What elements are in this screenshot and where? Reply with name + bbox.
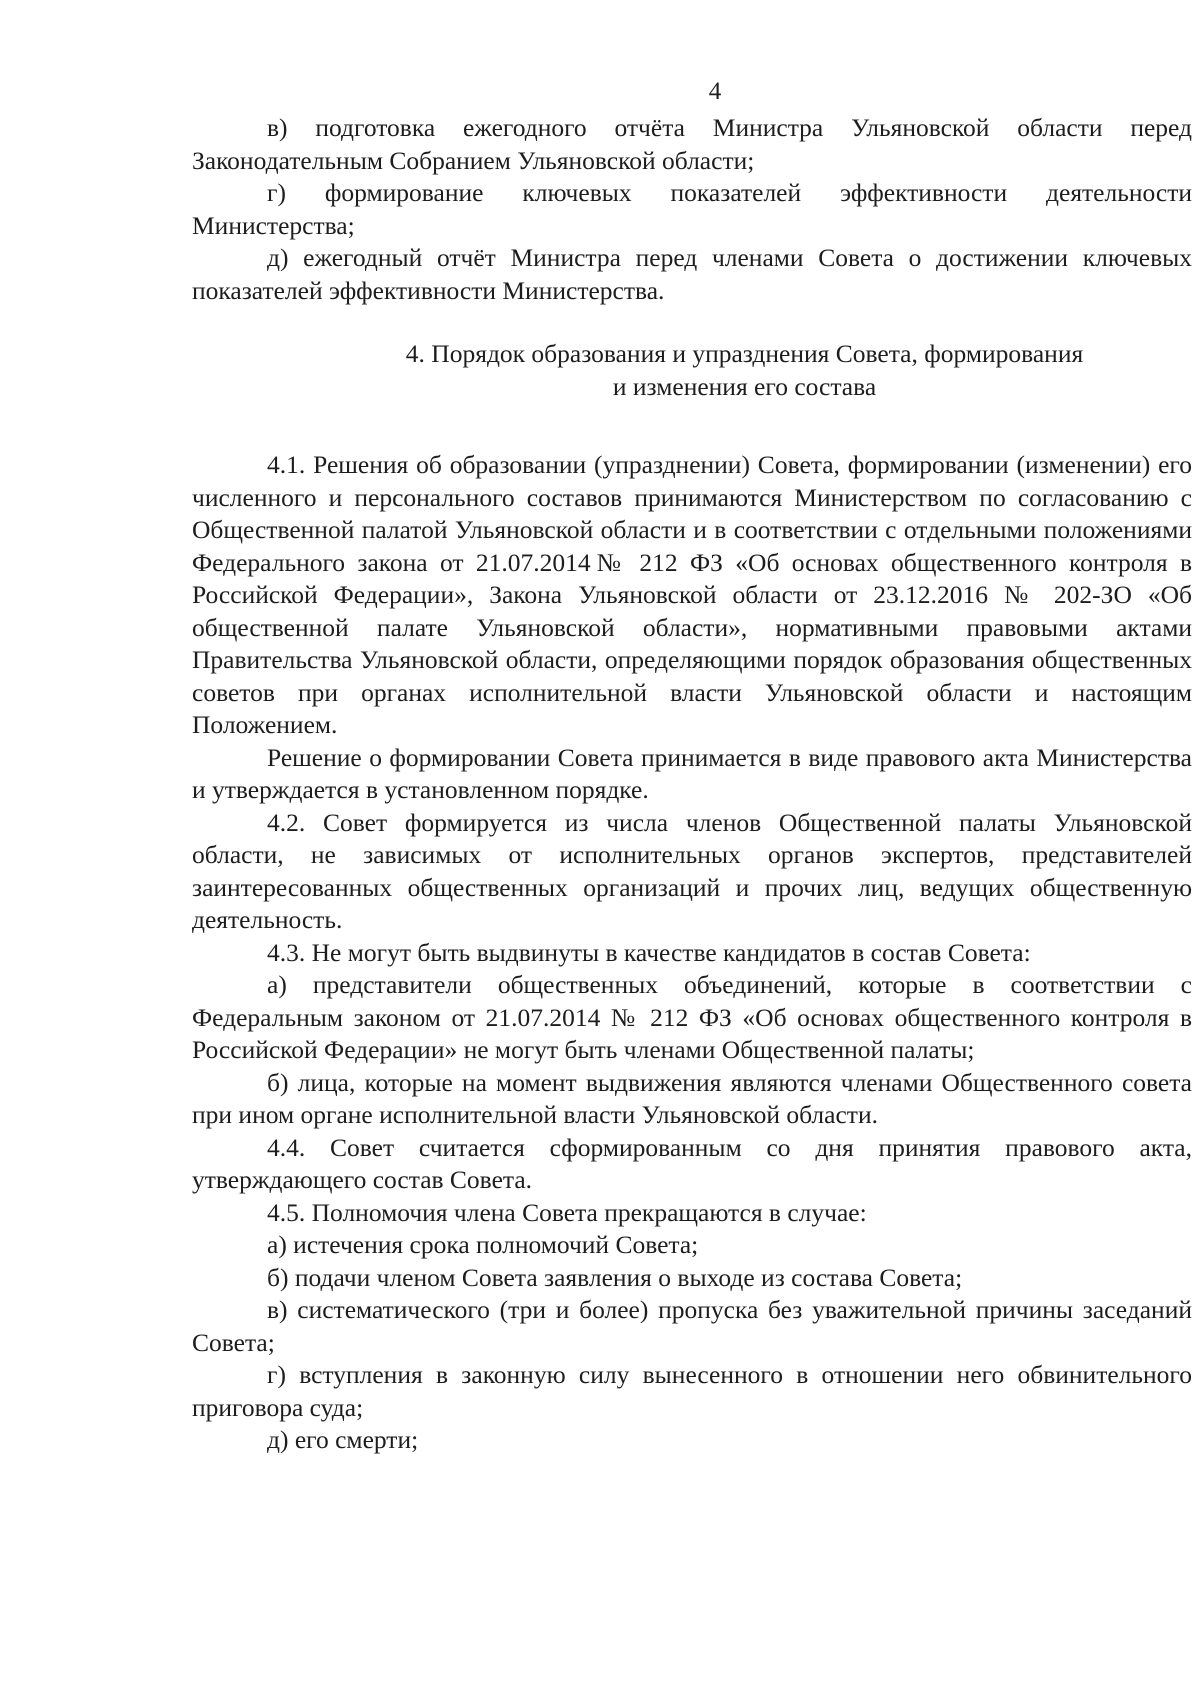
paragraph-4-3-a: а) представители общественных объединений, которые в соответствии с Федеральным законом от 21.07.2014 № 212 ФЗ «Об основах общественного контроля в Российской Федерации» не могут быть членами Общественной палаты; xyxy=(192,970,1192,1064)
paragraph-4-4: 4.4. Совет считается сформированным со дня принятия правового акта, утверждающего состав Совета. xyxy=(192,1132,1192,1194)
section-heading-line-2: и изменения его состава xyxy=(612,371,877,401)
section-heading-line-1: 4. Порядок образования и упразднения Совета, формирования xyxy=(405,339,1084,368)
paragraph-4-5-v: в) систематического (три и более) пропуска без уважительной причины заседаний Совета; xyxy=(192,1295,1192,1357)
section-heading xyxy=(192,338,1192,403)
paragraph-4-5-d: д) его смерти; xyxy=(267,1425,419,1454)
list-item-d: д) ежегодный отчёт Министра перед членами Совета о достижении ключевых показателей эффективности Министерства. xyxy=(192,243,1192,305)
paragraph-4-3: 4.3. Не могут быть выдвинуты в качестве кандидатов в состав Совета: xyxy=(267,937,1031,967)
paragraph-4-5: 4.5. Полномочия члена Совета прекращаются в случае: xyxy=(267,1197,867,1227)
paragraph-4-2: 4.2. Совет формируется из числа членов Общественной палаты Ульяновской области, не зависимых от исполнительных органов экспертов, представителей заинтересованных общественных организаций и прочих лиц, ведущих общественную деятельность. xyxy=(192,807,1192,934)
paragraph-4-3-b: б) лица, которые на момент выдвижения являются членами Общественного совета при ином органе исполнительной власти Ульяновской области. xyxy=(192,1067,1192,1129)
document-body xyxy=(192,112,1192,1457)
paragraph-4-5-a: а) истечения срока полномочий Совета; xyxy=(267,1230,699,1259)
list-item-v: в) подготовка ежегодного отчёта Министра Ульяновской области перед Законодательным Собранием Ульяновской области; xyxy=(192,113,1192,175)
paragraph-4-5-g: г) вступления в законную силу вынесенного в отношении него обвинительного приговора суда; xyxy=(192,1360,1192,1422)
paragraph-4-1-decision: Решение о формировании Совета принимается в виде правового акта Министерства и утверждается в установленном порядке. xyxy=(192,742,1192,804)
paragraph-4-5-b: б) подачи членом Совета заявления о выходе из состава Совета; xyxy=(267,1262,963,1292)
page-number: 4 xyxy=(708,78,722,105)
paragraph-4-1: 4.1. Решения об образовании (упразднении) Совета, формировании (изменении) его численного и персонального составов принимаются Министерством по согласованию с Общественной палатой Ульяновской области и в соответствии с отдельными положениями Федерального закона от 21.07.2014№ 212 ФЗ «Об основах общественного контроля в Российской Федерации», Закона Ульяновской области от 23.12.2016 № 202-ЗО «Об общественной палате Ульяновской области», нормативными правовыми актами Правительства Ульяновской области, определяющими порядок образования общественных советов при органах исполнительной власти Ульяновской области и настоящим Положением. xyxy=(192,450,1192,739)
list-item-g: г) формирование ключевых показателей эффективности деятельности Министерства; xyxy=(192,178,1192,240)
